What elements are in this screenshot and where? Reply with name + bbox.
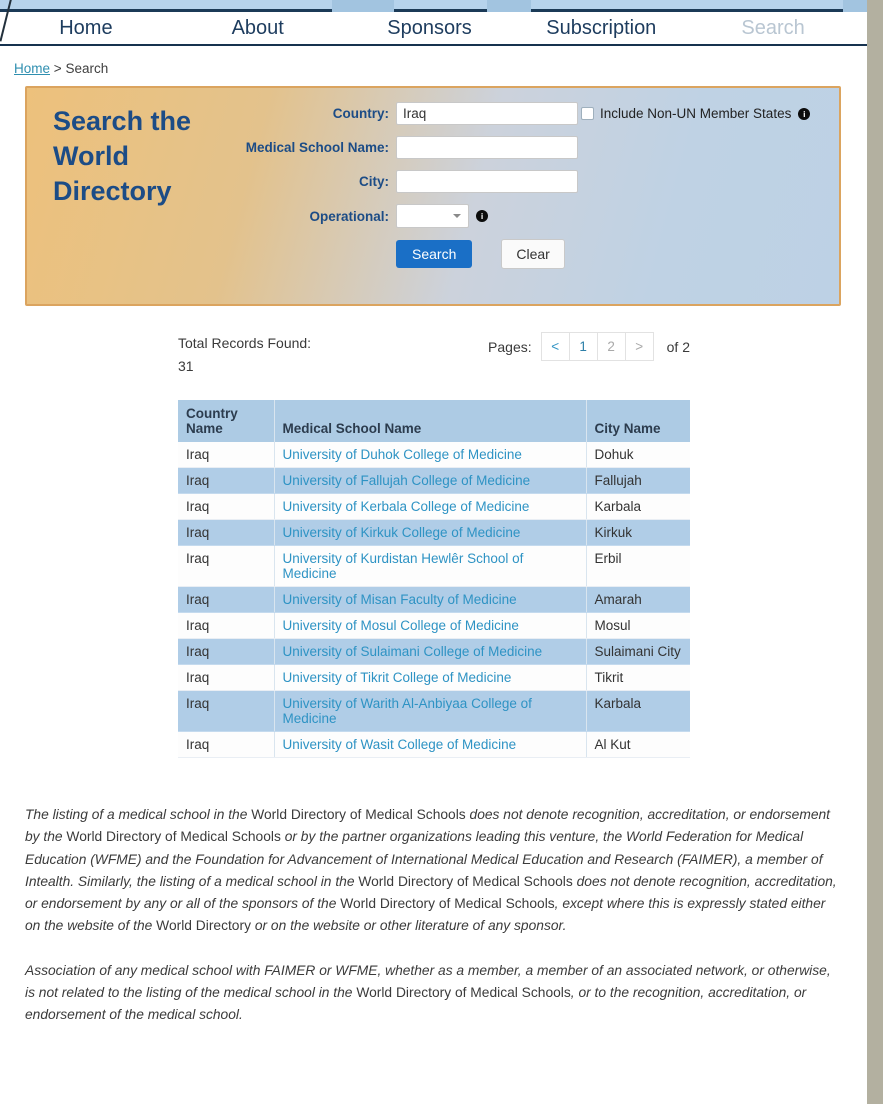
operational-row [229,204,810,228]
country-cell: Iraq [178,442,274,468]
breadcrumb-current: Search [65,61,109,76]
school-cell [274,665,586,691]
total-records-value: 31 [178,358,194,374]
school-link[interactable]: University of Fallujah College of Medicine [282,473,531,488]
main-nav [0,12,883,46]
pages-label: Pages: [488,338,532,355]
disclaimer-text-segment: World Directory of Medical Schools [251,807,466,822]
school-cell [274,613,586,639]
page-of-label: of 2 [666,338,690,355]
school-cell [274,494,586,520]
disclaimer-text-segment: World Directory [156,918,251,934]
header-button-partial [487,0,531,12]
total-records [178,332,311,378]
disclaimer-text-segment: World Directory of Medical Schools [340,896,555,912]
city-input[interactable] [396,170,578,193]
city-cell: Kirkuk [586,520,690,546]
disclaimer-text-segment: does not denote recognition, accreditation, or endorsement by any or all of the sponsors of the [25,873,837,912]
pagination-button[interactable]: < [541,332,570,361]
city-row [229,170,810,193]
header-button-partial [843,0,867,12]
search-button[interactable]: Search [396,240,472,268]
school-cell [274,442,586,468]
operational-label: Operational: [309,208,389,224]
country-input[interactable] [396,102,578,125]
total-records-label: Total Records Found: [178,335,312,351]
school-cell [274,520,586,546]
school-link[interactable]: University of Wasit College of Medicine [282,737,517,752]
country-cell: Iraq [178,468,274,494]
clear-button[interactable]: Clear [501,239,564,269]
city-cell: Erbil [586,546,690,587]
disclaimer-text-segment: does not denote recognition, accreditation, or endorsement by the [25,807,831,845]
country-cell: Iraq [178,665,274,691]
country-cell: Iraq [178,691,274,732]
disclaimer-text-segment: or by the partner organizations leading this venture, the World Federation for Medical Education (WFME) and the Foundation for Advancement of International Medical Education and Research (FAIMER), a member of Intealth. Similarly, the listing of a medical school in the [25,829,823,889]
school-link[interactable]: University of Duhok College of Medicine [282,447,522,462]
pagination-button[interactable]: 2 [597,332,626,361]
country-cell: Iraq [178,732,274,758]
country-row [229,102,810,125]
header-button-partial [332,0,394,12]
disclaimer-paragraph [25,960,843,1027]
disclaimer [25,804,843,1027]
school-link[interactable]: University of Misan Faculty of Medicine [282,592,517,607]
city-cell: Dohuk [586,442,690,468]
table-row [178,691,690,732]
school-cell [274,691,586,732]
school-link[interactable]: University of Kerbala College of Medicine [282,499,530,514]
nav-item-subscription[interactable]: Subscription [546,16,657,39]
school-cell [274,639,586,665]
table-row [178,613,690,639]
screen-edge [867,0,883,1104]
city-cell: Mosul [586,613,690,639]
school-link[interactable]: University of Warith Al-Anbiyaa College of Medicine [282,696,532,726]
top-header-strip [0,0,883,12]
breadcrumb-separator: > [53,61,62,76]
table-row [178,520,690,546]
disclaimer-text-segment: , or to the recognition, accreditation, or endorsement of the medical school. [25,985,807,1023]
school-cell [274,468,586,494]
school-link[interactable]: University of Sulaimani College of Medicine [282,644,543,659]
info-icon[interactable]: i [798,108,810,120]
page-title: Search the World Directory [53,106,192,206]
pagination-button[interactable]: > [625,332,654,361]
results-table [178,400,690,758]
city-cell: Karbala [586,691,690,732]
country-cell: Iraq [178,494,274,520]
buttons-row [229,239,810,269]
table-row [178,468,690,494]
country-label: Country: [332,106,389,121]
school-row [229,136,810,159]
school-cell [274,546,586,587]
table-row [178,665,690,691]
column-city-name: City Name [586,400,690,442]
school-link[interactable]: University of Tikrit College of Medicine [282,670,512,685]
country-cell: Iraq [178,587,274,613]
city-cell: Tikrit [586,665,690,691]
nav-item-home[interactable]: Home [59,16,113,39]
disclaimer-text-segment: The listing of a medical school in the [25,807,252,822]
disclaimer-text-segment: Association of any medical school with FAIMER or WFME, whether as a member, a member of an associated network, or otherwise, is not related to the listing of the medical school in the [25,962,831,1001]
disclaimer-text-segment: World Directory of Medical Schools [358,873,573,889]
disclaimer-text-segment: or on the website or other literature of any sponsor. [250,918,567,934]
table-row [178,546,690,587]
country-cell: Iraq [178,613,274,639]
school-cell [274,587,586,613]
country-cell: Iraq [178,639,274,665]
disclaimer-paragraph [25,804,843,938]
table-row [178,732,690,758]
school-link[interactable]: University of Mosul College of Medicine [282,618,519,633]
nav-item-search[interactable]: Search [741,16,805,39]
nav-item-sponsors[interactable]: Sponsors [387,16,472,39]
city-cell: Al Kut [586,732,690,758]
search-form [229,102,810,280]
nav-item-about[interactable]: About [231,16,284,39]
country-cell: Iraq [178,546,274,587]
pagination [488,332,690,361]
column-country-name: Country Name [178,400,274,442]
table-row [178,639,690,665]
non-un-label: Include Non-UN Member States [600,106,792,121]
pagination-button[interactable]: 1 [569,332,598,361]
school-cell [274,732,586,758]
city-cell: Fallujah [586,468,690,494]
info-icon[interactable]: i [476,210,488,222]
table-header-row [178,400,690,442]
school-name-input[interactable] [396,136,578,159]
school-link[interactable]: University of Kurdistan Hewlêr School of Medicine [282,551,524,581]
table-row [178,442,690,468]
results-header [178,332,690,378]
disclaimer-text-segment: , except where this is expressly stated either on the website of the [25,896,826,934]
table-row [178,494,690,520]
chevron-down-icon [453,214,461,218]
city-cell: Sulaimani City [586,639,690,665]
breadcrumb-home-link[interactable]: Home [14,61,51,76]
breadcrumb [14,61,883,76]
column-school-name: Medical School Name [274,400,586,442]
city-cell: Karbala [586,494,690,520]
city-label: City: [359,174,389,189]
operational-select[interactable] [396,204,469,228]
disclaimer-text-segment: World Directory of Medical Schools [356,985,571,1001]
city-cell: Amarah [586,587,690,613]
search-panel [25,86,841,306]
school-link[interactable]: University of Kirkuk College of Medicine [282,525,521,540]
non-un-checkbox[interactable] [581,107,594,120]
country-cell: Iraq [178,520,274,546]
disclaimer-text-segment: World Directory of Medical Schools [66,829,281,845]
table-row [178,587,690,613]
school-label: Medical School Name: [245,140,389,155]
